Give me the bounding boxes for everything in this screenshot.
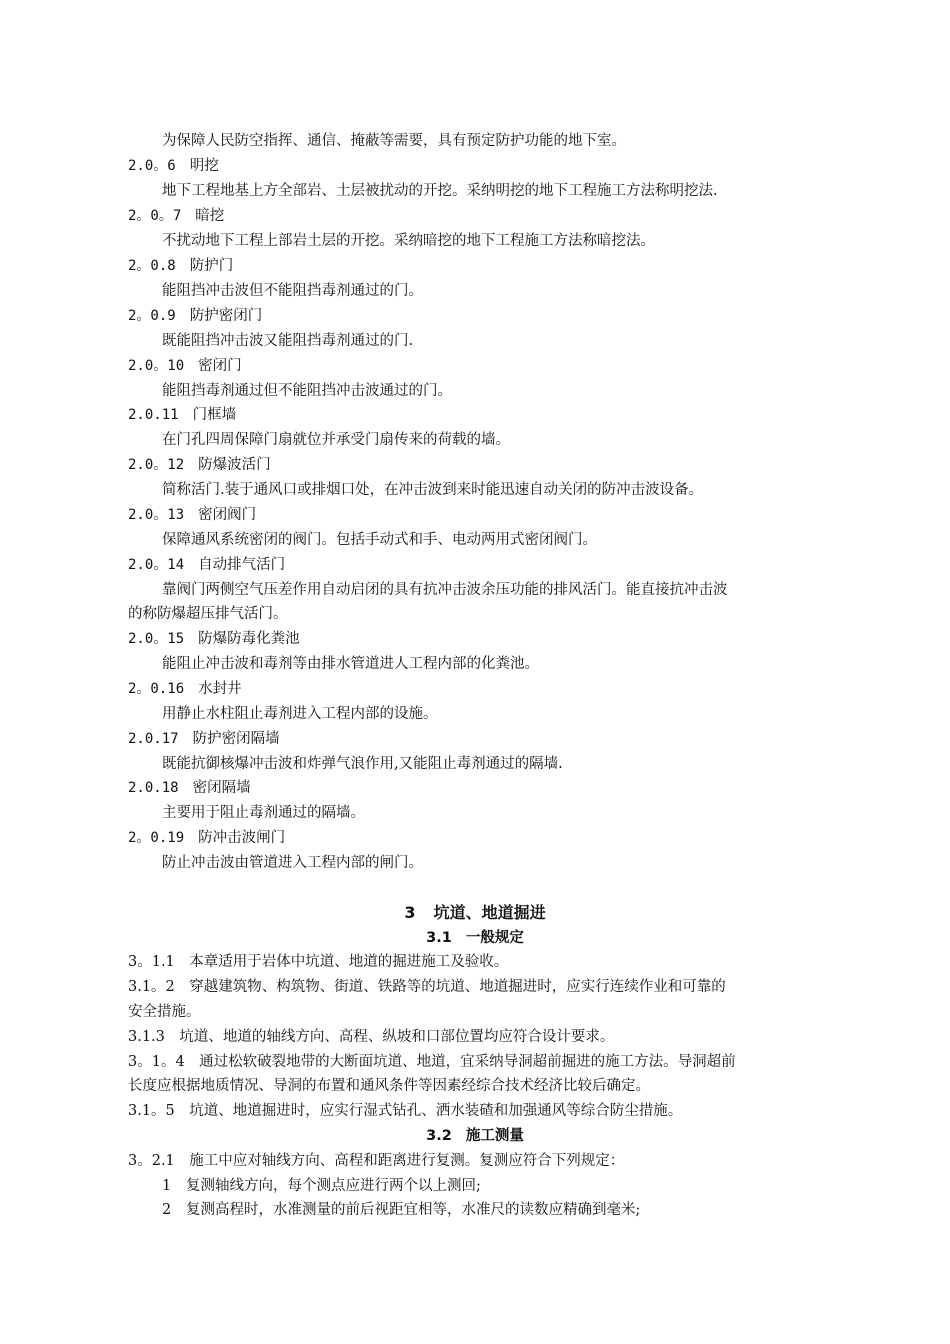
clause: 3.1。5 坑道、地道掘进时，应实行湿式钻孔、洒水装碴和加强通风等综合防尘措施。 <box>128 1103 683 1119</box>
clause: 3。1。4 通过松软破裂地带的大断面坑道、地道，宜采纳导洞超前掘进的施工方法。导洞超前 <box>128 1054 736 1070</box>
term-definition: 既能阻挡冲击波又能阻挡毒剂通过的门. <box>162 333 414 349</box>
chapter-heading <box>0 903 950 923</box>
term-name: 暗挖 <box>195 208 225 224</box>
term-heading <box>128 505 256 525</box>
section-heading <box>0 1126 950 1146</box>
term-heading <box>128 629 300 649</box>
term-heading <box>128 455 271 475</box>
term-name: 水封井 <box>198 681 242 697</box>
term-name: 密闭隔墙 <box>192 780 251 796</box>
section-number: 3.1 <box>426 930 452 946</box>
term-heading <box>128 306 262 326</box>
term-definition: 在门孔四周保障门扇就位并承受门扇传来的荷载的墙。 <box>162 432 510 448</box>
term-name: 防护密闭门 <box>189 308 263 324</box>
term-name: 防护密闭隔墙 <box>192 731 280 747</box>
term-name: 密闭阀门 <box>198 507 257 523</box>
clause: 3.1.3 坑道、地道的轴线方向、高程、纵坡和口部位置均应符合设计要求。 <box>128 1029 615 1045</box>
clause-number: 2.0。13 <box>128 507 185 523</box>
term-heading <box>128 206 224 226</box>
term-definition: 靠阀门两侧空气压差作用自动启闭的具有抗冲击波余压功能的排风活门。能直接抗冲击波 <box>162 582 728 598</box>
term-definition: 地下工程地基上方全部岩、土层被扰动的开挖。采纳明挖的地下工程施工方法称明挖法. <box>162 183 718 199</box>
list-item <box>162 1176 481 1196</box>
term-name: 密闭门 <box>198 358 242 374</box>
term-heading <box>128 156 219 176</box>
term-name: 门框墙 <box>192 407 237 423</box>
section-heading <box>0 928 950 948</box>
term-definition: 不扰动地下工程上部岩土层的开挖。采纳暗挖的地下工程施工方法称暗挖法。 <box>162 233 655 249</box>
term-name: 防爆防毒化粪池 <box>198 631 300 647</box>
term-definition: 防止冲击波由管道进入工程内部的闸门。 <box>162 855 423 871</box>
section-title: 一般规定 <box>465 930 524 946</box>
term-heading <box>128 679 242 699</box>
clause: 3。1.1 本章适用于岩体中坑道、地道的掘进施工及验收。 <box>128 954 509 970</box>
term-name: 自动排气活门 <box>198 557 286 573</box>
section-number: 3.2 <box>426 1128 452 1144</box>
list-item <box>162 1200 640 1220</box>
clause-number: 2.0。14 <box>128 557 185 573</box>
list-item-text: 复测轴线方向，每个测点应进行两个以上测回; <box>186 1178 481 1194</box>
clause-number: 2。0.19 <box>128 830 185 846</box>
clause-number: 2。0.16 <box>128 681 185 697</box>
clause-number: 2。0.8 <box>128 258 176 274</box>
term-definition: 能阻止冲击波和毒剂等由排水管道进人工程内部的化粪池。 <box>162 656 539 672</box>
term-definition: 主要用于阻止毒剂通过的隔墙。 <box>162 805 365 821</box>
term-name: 防护门 <box>189 258 234 274</box>
term-definition: 用静止水柱阻止毒剂进入工程内部的设施。 <box>162 706 438 722</box>
term-definition: 能阻挡冲击波但不能阻挡毒剂通过的门。 <box>162 283 423 299</box>
list-item-index: 1 <box>162 1178 172 1194</box>
term-heading <box>128 555 285 575</box>
term-heading <box>128 729 280 749</box>
list-item-text: 复测高程时，水准测量的前后视距宜相等，水准尺的读数应精确到毫米; <box>186 1202 641 1218</box>
clause-number: 2.0。6 <box>128 158 176 174</box>
clause-number: 2.0。10 <box>128 358 185 374</box>
term-definition: 简称活门.装于通风口或排烟口处，在冲击波到来时能迅速自动关闭的防冲击波设备。 <box>162 482 704 498</box>
term-heading <box>128 828 285 848</box>
clause-continued: 安全措施。 <box>128 1004 201 1020</box>
term-definition: 能阻挡毒剂通过但不能阻挡冲击波通过的门。 <box>162 383 452 399</box>
clause-number: 2。0.9 <box>128 308 176 324</box>
clause-number: 2.0.18 <box>128 780 179 796</box>
term-heading <box>128 405 236 425</box>
term-definition-continued: 的称防爆超压排气活门。 <box>128 606 288 622</box>
list-item-index: 2 <box>162 1202 172 1218</box>
paragraph: 为保障人民防空指挥、通信、掩蔽等需要，具有预定防护功能的地下室。 <box>162 133 626 149</box>
clause-number: 2.0.11 <box>128 407 179 423</box>
clause-number: 2。0。7 <box>128 208 182 224</box>
term-heading <box>128 356 242 376</box>
chapter-number: 3 <box>404 903 416 922</box>
section-title: 施工测量 <box>465 1128 524 1144</box>
clause-continued: 长度应根据地质情况、导洞的布置和通风条件等因素经综合技术经济比较后确定。 <box>128 1078 650 1094</box>
clause-number: 2.0.17 <box>128 731 179 747</box>
term-definition: 保障通风系统密闭的阀门。包括手动式和手、电动两用式密闭阀门。 <box>162 532 597 548</box>
term-name: 防冲击波闸门 <box>198 830 286 846</box>
term-name: 明挖 <box>189 158 219 174</box>
term-name: 防爆波活门 <box>198 457 271 473</box>
clause: 3。2.1 施工中应对轴线方向、高程和距离进行复测。复测应符合下列规定： <box>128 1153 625 1169</box>
term-definition: 既能抗御核爆冲击波和炸弹气浪作用,又能阻止毒剂通过的隔墙. <box>162 756 563 772</box>
term-heading <box>128 256 233 276</box>
term-heading <box>128 778 251 798</box>
clause: 3.1。2 穿越建筑物、构筑物、街道、铁路等的坑道、地道掘进时，应实行连续作业和可靠的 <box>128 979 726 995</box>
clause-number: 2.0。12 <box>128 457 185 473</box>
clause-number: 2.0。15 <box>128 631 185 647</box>
chapter-title: 坑道、地道掘进 <box>433 903 546 922</box>
